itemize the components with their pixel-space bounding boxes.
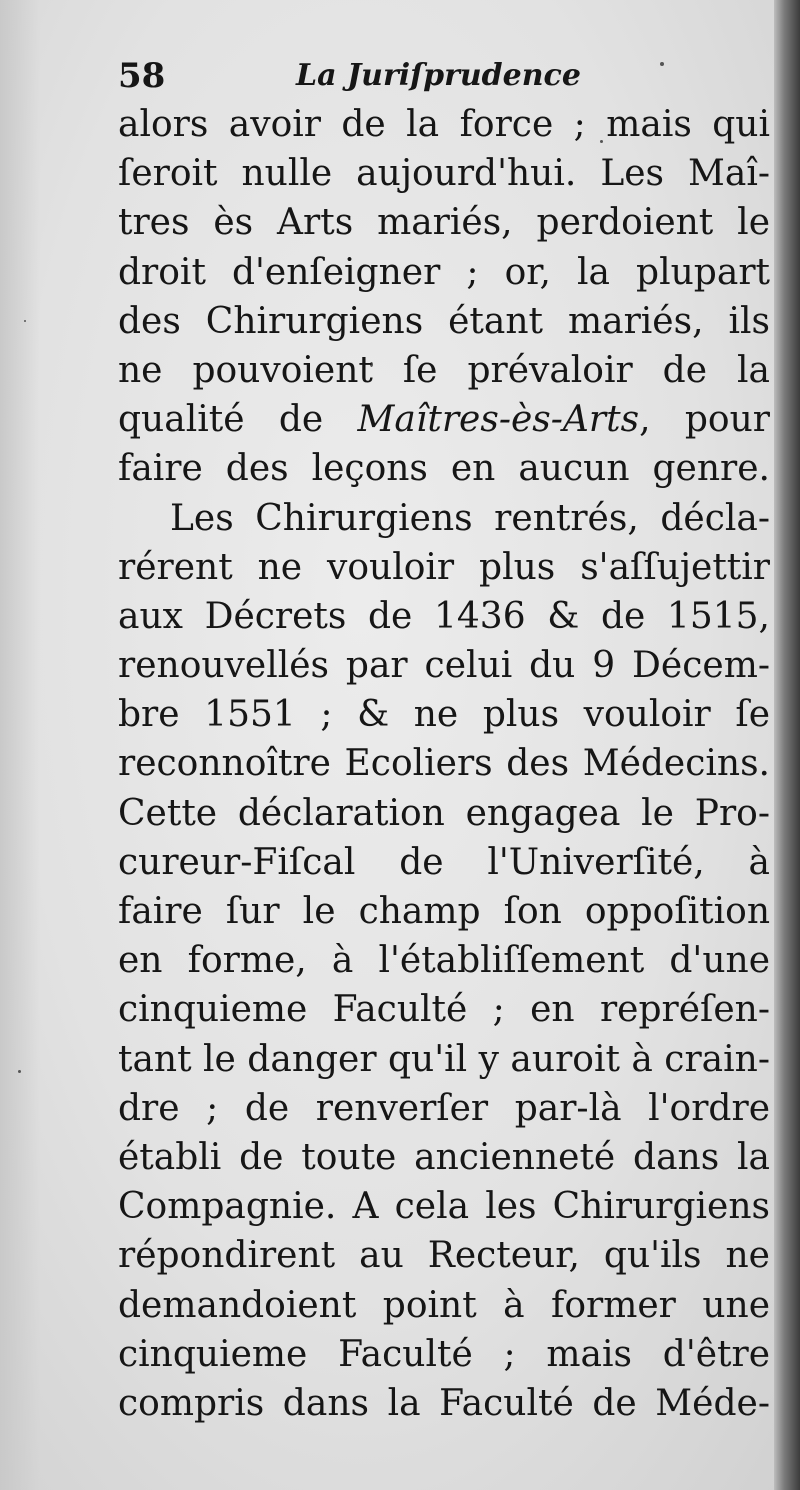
page-gutter-shadow [0, 0, 40, 1490]
text-line: Compagnie. A cela les Chirurgiens [118, 1186, 770, 1228]
text-line: demandoient point à former une [118, 1284, 770, 1326]
text-line: reconnoître Ecoliers des Médecins. [118, 743, 770, 785]
body-text [118, 100, 770, 1428]
text-line: cureur-Fiſcal de l'Univerſité, à [118, 841, 770, 883]
italic-term: Maîtres-ès-Arts [357, 399, 640, 441]
paper-speck [18, 1070, 21, 1073]
text-line-mixed [118, 395, 770, 444]
page-number: 58 [118, 56, 166, 96]
text-line: rérent ne vouloir plus s'aſſujettir [118, 546, 770, 588]
text-line: cinquieme Faculté ; en repréſen- [118, 989, 770, 1031]
text-line: des Chirurgiens étant mariés, ils [118, 300, 770, 342]
paper-speck [660, 62, 664, 66]
paper-speck [24, 320, 26, 322]
text-line: en forme, à l'établiſſement d'une [118, 940, 770, 982]
page-edge-shadow [774, 0, 800, 1490]
text-line: bre 1551 ; & ne plus vouloir ſe [118, 694, 770, 736]
text-line: alors avoir de la force ; mais qui [118, 104, 770, 145]
text-line: tant le danger qu'il y auroit à crain- [118, 1038, 770, 1080]
text-line: droit d'enſeigner ; or, la plupart [118, 251, 770, 293]
text-line: aux Décrets de 1436 & de 1515, [118, 595, 770, 637]
text-line: faire ſur le champ ſon oppoſition [118, 891, 770, 932]
text-line: ne pouvoient ſe prévaloir de la [118, 349, 770, 391]
text-line: tres ès Arts mariés, perdoient le [118, 202, 770, 244]
text-line: compris dans la Faculté de Méde- [118, 1382, 770, 1424]
text-segment: , pour [639, 399, 770, 441]
text-line: répondirent au Recteur, qu'ils ne [118, 1235, 770, 1277]
paragraph-end-line: faire des leçons en aucun genre. [118, 448, 770, 490]
running-head: La Juriſprudence [296, 58, 581, 93]
text-line: Cette déclaration engagea le Pro- [118, 792, 770, 834]
text-line: renouvellés par celui du 9 Décem- [118, 645, 770, 687]
text-segment: qualité de [118, 399, 324, 441]
paragraph-start-line: Les Chirurgiens rentrés, décla- [170, 497, 770, 539]
text-line: établi de toute ancienneté dans la [118, 1136, 770, 1178]
text-line: cinquieme Faculté ; mais d'être [118, 1333, 770, 1375]
page-header [118, 54, 588, 98]
text-line: ſeroit nulle aujourd'hui. Les Maî- [118, 153, 770, 195]
text-line: dre ; de renverſer par-là l'ordre [118, 1087, 770, 1129]
